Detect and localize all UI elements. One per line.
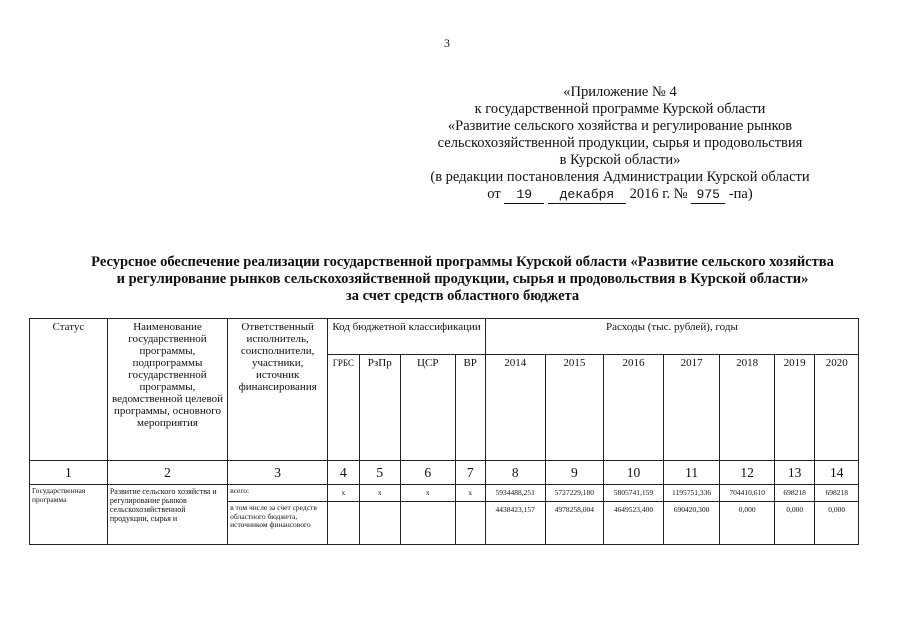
row-value: 0,000 (815, 502, 859, 545)
header-status: Статус (30, 319, 108, 461)
appendix-header (360, 84, 880, 204)
date-prefix: от (487, 186, 501, 202)
row-code (400, 502, 455, 545)
col-number: 11 (663, 461, 720, 485)
header-rzpr: РзПр (359, 355, 400, 461)
header-executor: Ответственный исполнитель, соисполнители, участники, источник финансирования (228, 319, 328, 461)
col-number: 10 (604, 461, 664, 485)
header-year: 2020 (815, 355, 859, 461)
row-value: 4978258,004 (545, 502, 604, 545)
col-number: 6 (400, 461, 455, 485)
row-status: Государственная программа (30, 485, 108, 545)
col-number: 14 (815, 461, 859, 485)
appendix-line: «Развитие сельского хозяйства и регулирование рынков (447, 118, 793, 134)
document-title (40, 254, 885, 305)
header-year: 2018 (720, 355, 775, 461)
row-value: 1195751,336 (663, 485, 720, 502)
column-numbers-row (30, 461, 859, 485)
row-executor: всего: (228, 485, 328, 502)
appendix-line: в Курской области» (559, 152, 681, 168)
header-expenses: Расходы (тыс. рублей), годы (485, 319, 858, 355)
header-vr: ВР (455, 355, 485, 461)
col-number: 13 (774, 461, 814, 485)
col-number: 4 (328, 461, 359, 485)
row-value: 698218 (774, 485, 814, 502)
header-csr: ЦСР (400, 355, 455, 461)
col-number: 2 (107, 461, 227, 485)
row-value: 5805741,159 (604, 485, 664, 502)
header-year: 2019 (774, 355, 814, 461)
row-code: х (359, 485, 400, 502)
resource-table (29, 318, 859, 545)
row-code (359, 502, 400, 545)
col-number: 3 (228, 461, 328, 485)
row-code: х (455, 485, 485, 502)
row-value: 0,000 (774, 502, 814, 545)
row-value: 4649523,400 (604, 502, 664, 545)
row-code: х (400, 485, 455, 502)
row-code (455, 502, 485, 545)
col-number: 7 (455, 461, 485, 485)
col-number: 9 (545, 461, 604, 485)
title-line: Ресурсное обеспечение реализации государственной программы Курской области «Развитие сельского хозяйства (91, 254, 834, 270)
header-grbs: ГРБС (328, 355, 359, 461)
date-day: 19 (504, 186, 544, 204)
row-value: 5727229,180 (545, 485, 604, 502)
header-year: 2015 (545, 355, 604, 461)
header-budget-code: Код бюджетной классификации (328, 319, 486, 355)
title-line: за счет средств областного бюджета (345, 288, 580, 304)
date-year: 2016 г. № (629, 186, 688, 202)
col-number: 5 (359, 461, 400, 485)
row-value: 0,000 (720, 502, 775, 545)
row-value: 4438423,157 (485, 502, 545, 545)
col-number: 8 (485, 461, 545, 485)
header-name: Наименование государственной программы, подпрограммы государственной программы, ведомственной целевой программы, основного мероприятия (107, 319, 227, 461)
row-executor: в том числе за счет средств областного бюджета, источником финансового (228, 502, 328, 545)
appendix-line: «Приложение № 4 (563, 84, 677, 100)
row-name: Развитие сельского хозяйства и регулирование рынков сельскохозяйственной продукции, сырья и (107, 485, 227, 545)
decree-suffix: -па) (728, 186, 753, 202)
row-code (328, 502, 359, 545)
decree-number: 975 (691, 186, 725, 204)
title-line: и регулирование рынков сельскохозяйственной продукции, сырья и продовольствия в Курской области» (116, 271, 809, 287)
row-value: 5934488,251 (485, 485, 545, 502)
col-number: 1 (30, 461, 108, 485)
appendix-line: сельскохозяйственной продукции, сырья и продовольствия (437, 135, 803, 151)
appendix-line: к государственной программе Курской области (474, 101, 766, 117)
header-year: 2017 (663, 355, 720, 461)
table-row (30, 485, 859, 502)
appendix-date-line (360, 186, 880, 204)
page-number: 3 (444, 36, 450, 50)
row-code: х (328, 485, 359, 502)
row-value: 704410,610 (720, 485, 775, 502)
header-year: 2014 (485, 355, 545, 461)
row-value: 690420,300 (663, 502, 720, 545)
col-number: 12 (720, 461, 775, 485)
date-month: декабря (548, 186, 626, 204)
header-year: 2016 (604, 355, 664, 461)
appendix-line: (в редакции постановления Администрации Курской области (430, 169, 810, 185)
row-value: 698218 (815, 485, 859, 502)
